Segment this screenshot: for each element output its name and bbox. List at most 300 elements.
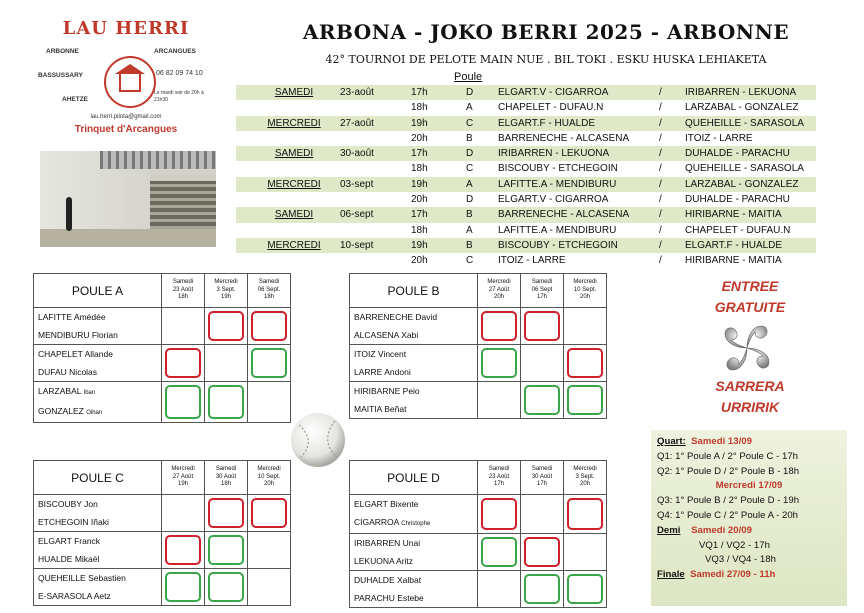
pool-score-cell xyxy=(564,495,607,534)
schedule-team2: DUHALDE - PARACHU xyxy=(685,148,790,160)
pool-score-cell xyxy=(248,569,291,606)
pool-date-header xyxy=(564,274,607,308)
pool-player xyxy=(38,569,161,587)
schedule-hour: 19h xyxy=(411,117,428,129)
pool-player xyxy=(354,534,477,552)
schedule-team2: QUEHEILLE - SARASOLA xyxy=(685,163,804,175)
red-score-box xyxy=(165,535,201,565)
schedule-team1: BISCOUBY - ETCHEGOIN xyxy=(498,239,618,251)
red-score-box xyxy=(481,311,517,341)
schedule-day: SAMEDI xyxy=(274,148,314,160)
schedule-team2: LARZABAL - GONZALEZ xyxy=(685,178,799,190)
pool-title: POULE B xyxy=(350,274,478,308)
schedule-pool: B xyxy=(466,209,473,221)
pool-score-cell xyxy=(162,382,205,423)
pool-player-name: LARRE Andoni xyxy=(354,367,411,377)
pool-date-line: Samedi xyxy=(258,279,280,286)
schedule-slash: / xyxy=(659,194,662,206)
pool-player-name: LAFITTE Amédée xyxy=(38,312,106,322)
pool-score-cell xyxy=(478,308,521,345)
pool-score-cell xyxy=(478,382,521,419)
pool-player-name: BARRENECHE David xyxy=(354,312,438,322)
green-score-box xyxy=(481,348,517,378)
club-phone: 06 82 09 74 10 xyxy=(156,70,203,77)
schedule-team2: CHAPELET - DUFAU.N xyxy=(685,224,791,236)
pool-date-line: 20h xyxy=(579,481,590,488)
pool-player-name: HUALDE Mikaël xyxy=(38,554,100,564)
club-venue: Trinquet d'Arcangues xyxy=(74,124,178,135)
village-arbonne: ARBONNE xyxy=(46,48,79,55)
pool-player xyxy=(354,308,477,326)
schedule-hour: 19h xyxy=(411,239,428,251)
schedule-team2: ELGART.F - HUALDE xyxy=(685,239,783,251)
pool-date-line: 18h xyxy=(177,294,188,301)
demi-date: Samedi 20/09 xyxy=(691,524,752,536)
schedule-pool: D xyxy=(466,148,474,160)
schedule-slash: / xyxy=(659,102,662,114)
red-score-box xyxy=(251,311,287,341)
pool-date-line: 27 Août xyxy=(172,473,194,480)
schedule-team1: ITOIZ - LARRE xyxy=(498,255,566,267)
pool-date-line: 18h xyxy=(220,481,231,488)
pool-title: POULE C xyxy=(34,461,162,495)
pool-date-line: 20h xyxy=(493,294,504,301)
schedule-row xyxy=(236,85,816,100)
finale-date: Samedi 27/09 - 11h xyxy=(690,569,776,581)
green-score-box xyxy=(165,385,201,419)
red-score-box xyxy=(251,498,287,528)
green-score-box xyxy=(208,385,244,419)
green-score-box xyxy=(567,385,603,415)
finals-box xyxy=(651,430,847,606)
green-score-box xyxy=(567,574,603,604)
schedule-team1: ELGART.F - HUALDE xyxy=(498,117,596,129)
pool-player-name: ITOIZ Vincent xyxy=(354,349,407,359)
pool-team xyxy=(34,308,162,345)
pool-date-line: 18h xyxy=(263,294,274,301)
pool-player-name: PARACHU Estebe xyxy=(354,593,424,603)
schedule-pool: C xyxy=(466,163,474,175)
schedule-team2: DUHALDE - PARACHU xyxy=(685,194,790,206)
pool-d-table xyxy=(349,460,607,608)
pool-date-line: 27 Août xyxy=(488,286,510,293)
schedule-slash: / xyxy=(659,163,662,175)
pool-player xyxy=(354,589,477,607)
schedule-hour: 18h xyxy=(411,224,428,236)
pool-date-header xyxy=(248,461,291,495)
pool-score-cell xyxy=(205,308,248,345)
village-ahetze: AHETZE xyxy=(62,96,88,103)
pool-team xyxy=(350,345,478,382)
pool-date-header xyxy=(521,461,564,495)
pool-team xyxy=(350,382,478,419)
pool-player-name: E-SARASOLA Aetz xyxy=(38,591,111,601)
pool-score-cell xyxy=(248,345,291,382)
schedule-team1: BARRENECHE - ALCASENA xyxy=(498,209,630,221)
pool-score-cell xyxy=(205,382,248,423)
pool-player-name: QUEHEILLE Sebastien xyxy=(38,573,126,583)
schedule-day: MERCREDI xyxy=(267,239,321,251)
quart-date-1: Samedi 13/09 xyxy=(691,436,752,447)
pool-player-name: CHAPELET Allande xyxy=(38,349,113,359)
pool-date-line: 23 Août xyxy=(172,286,194,293)
schedule-team1: ELGART.V - CIGARROA xyxy=(498,87,609,98)
schedule-row xyxy=(236,192,816,207)
pool-team xyxy=(34,345,162,382)
pool-score-cell xyxy=(205,532,248,569)
schedule-row xyxy=(236,131,816,146)
pool-player-name: HIRIBARNE Peio xyxy=(354,386,420,396)
green-score-box xyxy=(165,572,201,602)
quart-q1: Q1: 1° Poule A / 2° Poule C - 17h xyxy=(657,450,799,462)
pool-team xyxy=(34,569,162,606)
pool-score-cell xyxy=(162,495,205,532)
club-name: LAU HERRI xyxy=(62,18,190,39)
pool-date-line: 3 Sept. xyxy=(575,473,595,480)
schedule-pool: D xyxy=(466,194,474,206)
pool-player xyxy=(38,532,161,550)
pool-player-name: MENDIBURU Florian xyxy=(38,330,118,340)
pool-title: POULE D xyxy=(350,461,478,495)
pool-score-cell xyxy=(205,569,248,606)
pool-player xyxy=(354,513,477,533)
schedule-row xyxy=(236,161,816,176)
pool-date-line: Mercredi xyxy=(171,466,195,473)
schedule-pool: C xyxy=(466,255,474,267)
pool-score-cell xyxy=(162,345,205,382)
schedule-hour: 19h xyxy=(411,178,428,190)
pool-score-cell xyxy=(162,569,205,606)
pool-title: POULE A xyxy=(34,274,162,308)
schedule-date: 10-sept xyxy=(340,239,374,251)
pool-team xyxy=(350,534,478,571)
pool-date-line: 10 Sept. xyxy=(573,286,597,293)
schedule-slash: / xyxy=(659,132,662,144)
schedule-team1: LAFITTE.A - MENDIBURU xyxy=(498,178,617,190)
pool-date-line: Samedi xyxy=(172,279,194,286)
schedule-day: MERCREDI xyxy=(267,178,321,190)
pool-date-line: Mercredi xyxy=(573,279,597,286)
pool-player xyxy=(354,571,477,589)
pool-score-cell xyxy=(521,345,564,382)
pool-score-cell xyxy=(564,571,607,608)
pool-b-table xyxy=(349,273,607,419)
schedule-row xyxy=(236,253,816,268)
schedule-pool: C xyxy=(466,117,474,129)
schedule-slash: / xyxy=(659,148,662,160)
pool-score-cell xyxy=(478,534,521,571)
pool-score-cell xyxy=(205,345,248,382)
pool-date-header xyxy=(205,461,248,495)
pool-score-cell xyxy=(478,495,521,534)
pool-score-cell xyxy=(248,382,291,423)
pool-player-name: LEKUONA Aritz xyxy=(354,556,414,566)
pool-date-header xyxy=(478,274,521,308)
schedule-date: 27-août xyxy=(340,117,374,129)
club-email: lau.herri.pilota@gmail.com xyxy=(90,114,162,120)
pool-player xyxy=(38,326,161,344)
schedule-slash: / xyxy=(659,224,662,236)
pool-score-cell xyxy=(521,571,564,608)
pool-score-cell xyxy=(564,534,607,571)
village-arcangues: ARCANGUES xyxy=(154,48,196,55)
pool-a-table xyxy=(33,273,291,423)
pool-score-cell xyxy=(478,345,521,382)
pool-player xyxy=(38,587,161,605)
red-score-box xyxy=(208,311,244,341)
pool-score-cell xyxy=(521,495,564,534)
quart-q3: Q3: 1° Poule B / 2° Poule D - 19h xyxy=(657,495,800,507)
pool-score-cell xyxy=(564,382,607,419)
schedule-team1: BISCOUBY - ETCHEGOIN xyxy=(498,163,618,175)
pool-score-cell xyxy=(162,308,205,345)
red-score-box xyxy=(165,348,201,378)
pool-player-name: DUHALDE Xalbat xyxy=(354,575,422,585)
pool-score-cell xyxy=(162,532,205,569)
pool-team xyxy=(34,532,162,569)
pool-score-cell xyxy=(521,382,564,419)
page-title: ARBONA - JOKO BERRI 2025 - ARBONNE xyxy=(302,20,790,44)
quart-q4: Q4: 1° Poule C / 2° Poule A - 20h xyxy=(657,509,799,521)
schedule-day: SAMEDI xyxy=(274,87,314,98)
schedule-slash: / xyxy=(659,178,662,190)
entry-line-2: GRATUITE xyxy=(714,299,786,315)
pool-date-line: 19h xyxy=(177,481,188,488)
green-score-box xyxy=(208,572,244,602)
pool-team xyxy=(350,571,478,608)
pool-date-line: Samedi xyxy=(488,466,510,473)
pool-date-header xyxy=(248,274,291,308)
pool-date-line: 3 Sept. xyxy=(216,286,236,293)
pool-player xyxy=(354,345,477,363)
pool-score-cell xyxy=(248,495,291,532)
pool-date-line: 06 Sept. xyxy=(257,286,281,293)
pool-date-line: Mercredi xyxy=(487,279,511,286)
red-score-box xyxy=(567,348,603,378)
schedule-day: MERCREDI xyxy=(267,117,321,129)
pool-player-name: IRIBARREN Unai xyxy=(354,538,421,548)
pool-score-cell xyxy=(248,308,291,345)
pool-date-line: 20h xyxy=(263,481,274,488)
pool-player xyxy=(38,345,161,363)
quart-date-2: Mercredi 17/09 xyxy=(715,480,783,492)
schedule-date: 06-sept xyxy=(340,209,374,221)
red-score-box xyxy=(524,311,560,341)
club-logo xyxy=(36,18,216,146)
pool-player xyxy=(354,495,477,513)
pool-date-line: 06 Sept xyxy=(531,286,553,293)
green-score-box xyxy=(524,574,560,604)
red-score-box xyxy=(208,498,244,528)
pool-date-line: 17h xyxy=(536,481,547,488)
schedule-table xyxy=(236,85,816,269)
entry-free xyxy=(680,276,820,318)
pool-player xyxy=(38,308,161,326)
pool-date-line: 10 Sept. xyxy=(257,473,281,480)
finale-label: Finale xyxy=(657,569,685,581)
schedule-hour: 17h xyxy=(411,87,428,98)
pool-score-cell xyxy=(478,571,521,608)
red-score-box xyxy=(481,498,517,530)
pool-player-name: ELGART Franck xyxy=(38,536,101,546)
schedule-row xyxy=(236,146,816,161)
schedule-hour: 20h xyxy=(411,132,428,144)
demi-vq1: VQ1 / VQ2 - 17h xyxy=(699,539,770,551)
pool-date-header xyxy=(205,274,248,308)
pool-player-name: ALCASENA Xabi xyxy=(354,330,419,340)
pool-date-line: Samedi xyxy=(531,279,553,286)
schedule-date: 03-sept xyxy=(340,178,374,190)
pool-score-cell xyxy=(205,495,248,532)
pool-score-cell xyxy=(248,532,291,569)
pool-date-header xyxy=(478,461,521,495)
schedule-team1: CHAPELET - DUFAU.N xyxy=(498,102,604,114)
entry-line-1: ENTREE xyxy=(721,278,779,294)
page-subtitle: 42° TOURNOI DE PELOTE MAIN NUE . BIL TOKI . ESKU HUSKA LEHIAKETA xyxy=(325,53,767,66)
schedule-slash: / xyxy=(659,255,662,267)
club-emblem-icon xyxy=(104,56,156,108)
pool-player xyxy=(38,550,161,568)
club-hours: Le mardi soir de 20h à 21h30 xyxy=(154,90,204,103)
schedule-row xyxy=(236,100,816,115)
schedule-row xyxy=(236,238,816,253)
pool-score-cell xyxy=(564,308,607,345)
pool-player-name: MAITIA Beñat xyxy=(354,404,407,414)
schedule-team2: HIRIBARNE - MAITIA xyxy=(685,255,782,267)
quart-q2: Q2: 1° Poule D / 2° Poule B - 18h xyxy=(657,465,800,477)
pool-score-cell xyxy=(521,534,564,571)
schedule-team1: IRIBARREN - LEKUONA xyxy=(498,148,610,160)
schedule-slash: / xyxy=(659,117,662,129)
pool-player xyxy=(354,363,477,381)
schedule-team2: LARZABAL - GONZALEZ xyxy=(685,102,799,114)
lauburu-icon xyxy=(717,318,777,378)
schedule-day: SAMEDI xyxy=(274,209,314,221)
green-score-box xyxy=(524,385,560,415)
schedule-slash: / xyxy=(659,239,662,251)
red-score-box xyxy=(567,498,603,530)
pool-player xyxy=(38,495,161,513)
pool-date-line: 17h xyxy=(493,481,504,488)
schedule-pool: B xyxy=(466,132,473,144)
pool-team xyxy=(350,308,478,345)
quart-label: Quart: xyxy=(657,436,686,447)
pool-team xyxy=(34,382,162,423)
schedule-slash: / xyxy=(659,87,662,98)
schedule-poule-heading: Poule xyxy=(454,71,483,83)
schedule-team1: BARRENECHE - ALCASENA xyxy=(498,132,630,144)
pool-player xyxy=(354,326,477,344)
schedule-date: 23-août xyxy=(340,87,374,98)
schedule-pool: A xyxy=(466,224,473,236)
pool-player xyxy=(38,382,161,402)
pool-player xyxy=(354,382,477,400)
schedule-team2: QUEHEILLE - SARASOLA xyxy=(685,117,804,129)
pool-date-line: 23 Août xyxy=(488,473,510,480)
pool-date-line: Mercredi xyxy=(573,466,597,473)
schedule-row xyxy=(236,223,816,238)
demi-vq2: VQ3 / VQ4 - 18h xyxy=(705,554,776,566)
schedule-row xyxy=(236,116,816,131)
pool-date-line: Samedi xyxy=(531,466,553,473)
pool-player xyxy=(38,513,161,531)
pool-player xyxy=(354,552,477,570)
pool-date-line: Mercredi xyxy=(257,466,281,473)
pool-player xyxy=(38,363,161,381)
pool-date-line: Samedi xyxy=(215,466,237,473)
pool-c-table xyxy=(33,460,291,606)
pelota-ball-icon xyxy=(289,411,347,469)
pool-date-line: 17h xyxy=(536,294,547,301)
pool-date-header xyxy=(162,461,205,495)
red-score-box xyxy=(524,537,560,567)
schedule-hour: 18h xyxy=(411,163,428,175)
demi-label: Demi xyxy=(657,524,681,536)
green-score-box xyxy=(251,348,287,378)
pool-player xyxy=(354,400,477,418)
schedule-pool: A xyxy=(466,178,473,190)
schedule-hour: 20h xyxy=(411,194,428,206)
schedule-hour: 20h xyxy=(411,255,428,267)
pool-player-name: ETCHEGOIN Iñaki xyxy=(38,517,109,527)
pool-date-line: 30 Août xyxy=(531,473,553,480)
pool-date-header xyxy=(162,274,205,308)
pool-score-cell xyxy=(521,308,564,345)
schedule-pool: B xyxy=(466,239,473,251)
pool-date-header xyxy=(521,274,564,308)
pool-player-name: ELGART Bixente xyxy=(354,499,419,509)
schedule-row xyxy=(236,207,816,222)
schedule-pool: A xyxy=(466,102,473,114)
village-bassussary: BASSUSSARY xyxy=(38,72,83,79)
entry-line-3: SARRERA xyxy=(715,378,785,394)
schedule-team1: ELGART.V - CIGARROA xyxy=(498,194,609,206)
pool-player-firstname: Iban xyxy=(83,390,96,396)
green-score-box xyxy=(208,535,244,565)
pool-score-cell xyxy=(564,345,607,382)
pool-player-name: BISCOUBY Jon xyxy=(38,499,98,509)
schedule-hour: 18h xyxy=(411,102,428,114)
pool-date-line: 30 Août xyxy=(215,473,237,480)
pool-player-name: GONZALEZ xyxy=(38,406,84,416)
pool-player-firstname: Oihan xyxy=(86,410,103,416)
schedule-team2: IRIBARREN - LEKUONA xyxy=(685,87,797,98)
schedule-team1: LAFITTE.A - MENDIBURU xyxy=(498,224,617,236)
pool-player-firstname: Christophe xyxy=(401,521,431,527)
entry-line-4: URRIRIK xyxy=(720,399,780,415)
green-score-box xyxy=(481,537,517,567)
schedule-slash: / xyxy=(659,209,662,221)
schedule-team2: ITOIZ - LARRE xyxy=(685,132,753,144)
schedule-team2: HIRIBARNE - MAITIA xyxy=(685,209,782,221)
pool-date-line: 20h xyxy=(579,294,590,301)
pool-date-line: 19h xyxy=(220,294,231,301)
pool-date-header xyxy=(564,461,607,495)
schedule-row xyxy=(236,177,816,192)
schedule-hour: 17h xyxy=(411,148,428,160)
schedule-hour: 17h xyxy=(411,209,428,221)
pool-team xyxy=(350,495,478,534)
schedule-pool: D xyxy=(466,87,474,98)
schedule-date: 30-août xyxy=(340,148,374,160)
trinquet-photo xyxy=(40,151,216,247)
pool-player xyxy=(38,402,161,422)
pool-player-name: LARZABAL xyxy=(38,386,82,396)
pool-date-line: Mercredi xyxy=(214,279,238,286)
entry-free-basque xyxy=(680,376,820,418)
pool-team xyxy=(34,495,162,532)
pool-player-name: CIGARROA xyxy=(354,517,399,527)
